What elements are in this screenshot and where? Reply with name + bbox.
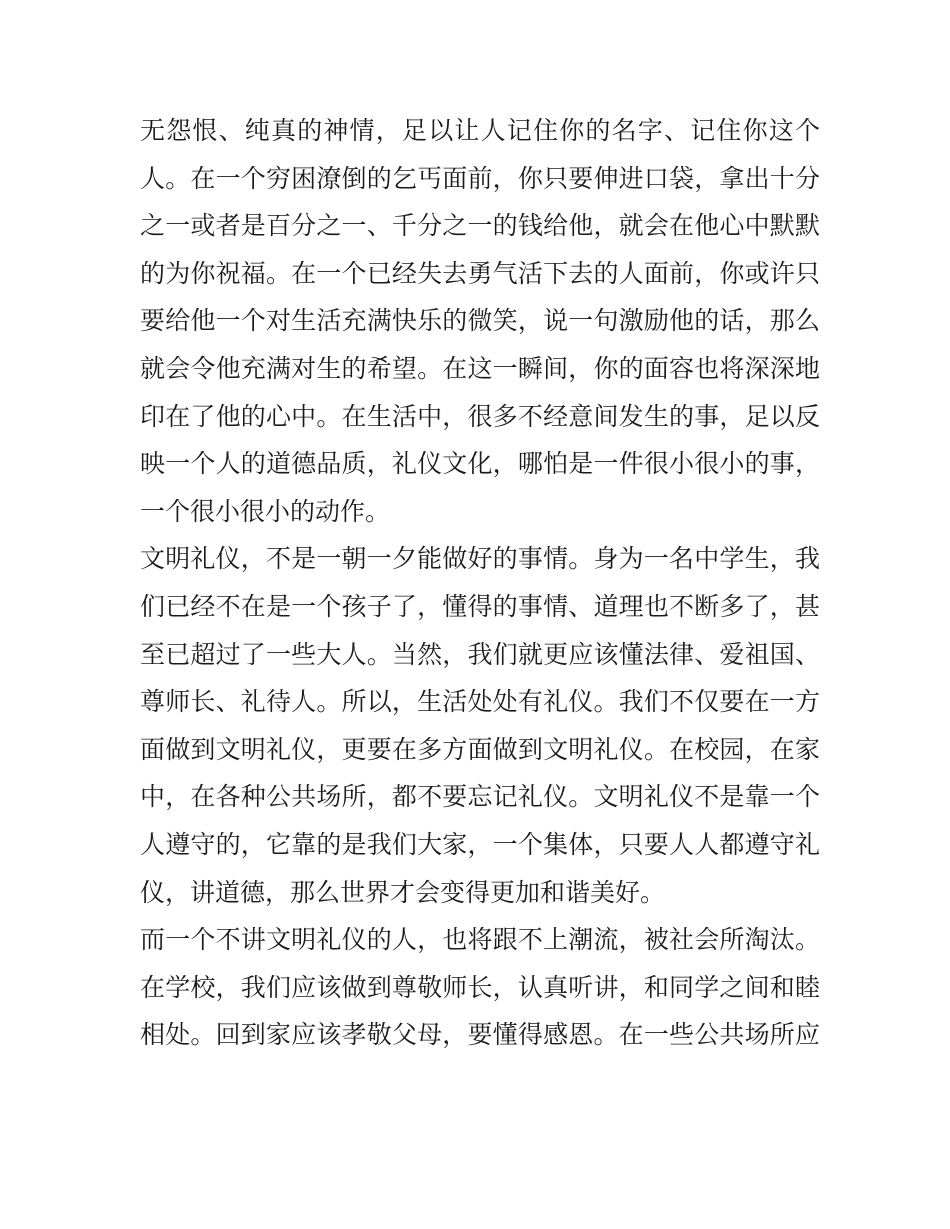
text-line: 印在了他的心中。在生活中，很多不经意间发生的事，足以反: [140, 401, 820, 431]
text-line: 的为你祝福。在一个已经失去勇气活下去的人面前，你或许只: [140, 258, 820, 288]
text-line: 之一或者是百分之一、千分之一的钱给他，就会在他心中默默: [140, 211, 820, 241]
text-line: 而一个不讲文明礼仪的人，也将跟不上潮流，被社会所淘汰。: [140, 925, 820, 955]
text-line: 人遵守的，它靠的是我们大家，一个集体，只要人人都遵守礼: [140, 829, 820, 859]
text-line: 在学校，我们应该做到尊敬师长，认真听讲，和同学之间和睦: [140, 972, 820, 1002]
text-line: 映一个人的道德品质，礼仪文化，哪怕是一件很小很小的事，: [140, 449, 820, 479]
body-text: [140, 107, 820, 1059]
text-line: 相处。回到家应该孝敬父母，要懂得感恩。在一些公共场所应: [140, 1020, 820, 1050]
text-line: 面做到文明礼仪，更要在多方面做到文明礼仪。在校园，在家: [140, 734, 820, 764]
text-line: 中，在各种公共场所，都不要忘记礼仪。文明礼仪不是靠一个: [140, 782, 820, 812]
text-line: 至已超过了一些大人。当然，我们就更应该懂法律、爱祖国、: [140, 639, 820, 669]
text-line: 文明礼仪，不是一朝一夕能做好的事情。身为一名中学生，我: [140, 544, 820, 574]
text-line: 尊师长、礼待人。所以，生活处处有礼仪。我们不仅要在一方: [140, 687, 820, 717]
text-line: 无怨恨、纯真的神情，足以让人记住你的名字、记住你这个: [140, 116, 820, 145]
text-line: 们已经不在是一个孩子了，懂得的事情、道理也不断多了，甚: [140, 591, 820, 621]
text-line: 人。在一个穷困潦倒的乞丐面前，你只要伸进口袋，拿出十分: [140, 163, 820, 193]
text-line: 仪，讲道德，那么世界才会变得更加和谐美好。: [140, 877, 666, 907]
text-line: 要给他一个对生活充满快乐的微笑，说一句激励他的话，那么: [140, 306, 820, 336]
text-line: 一个很小很小的动作。: [140, 496, 391, 526]
text-line: 就会令他充满对生的希望。在这一瞬间，你的面容也将深深地: [140, 353, 820, 383]
